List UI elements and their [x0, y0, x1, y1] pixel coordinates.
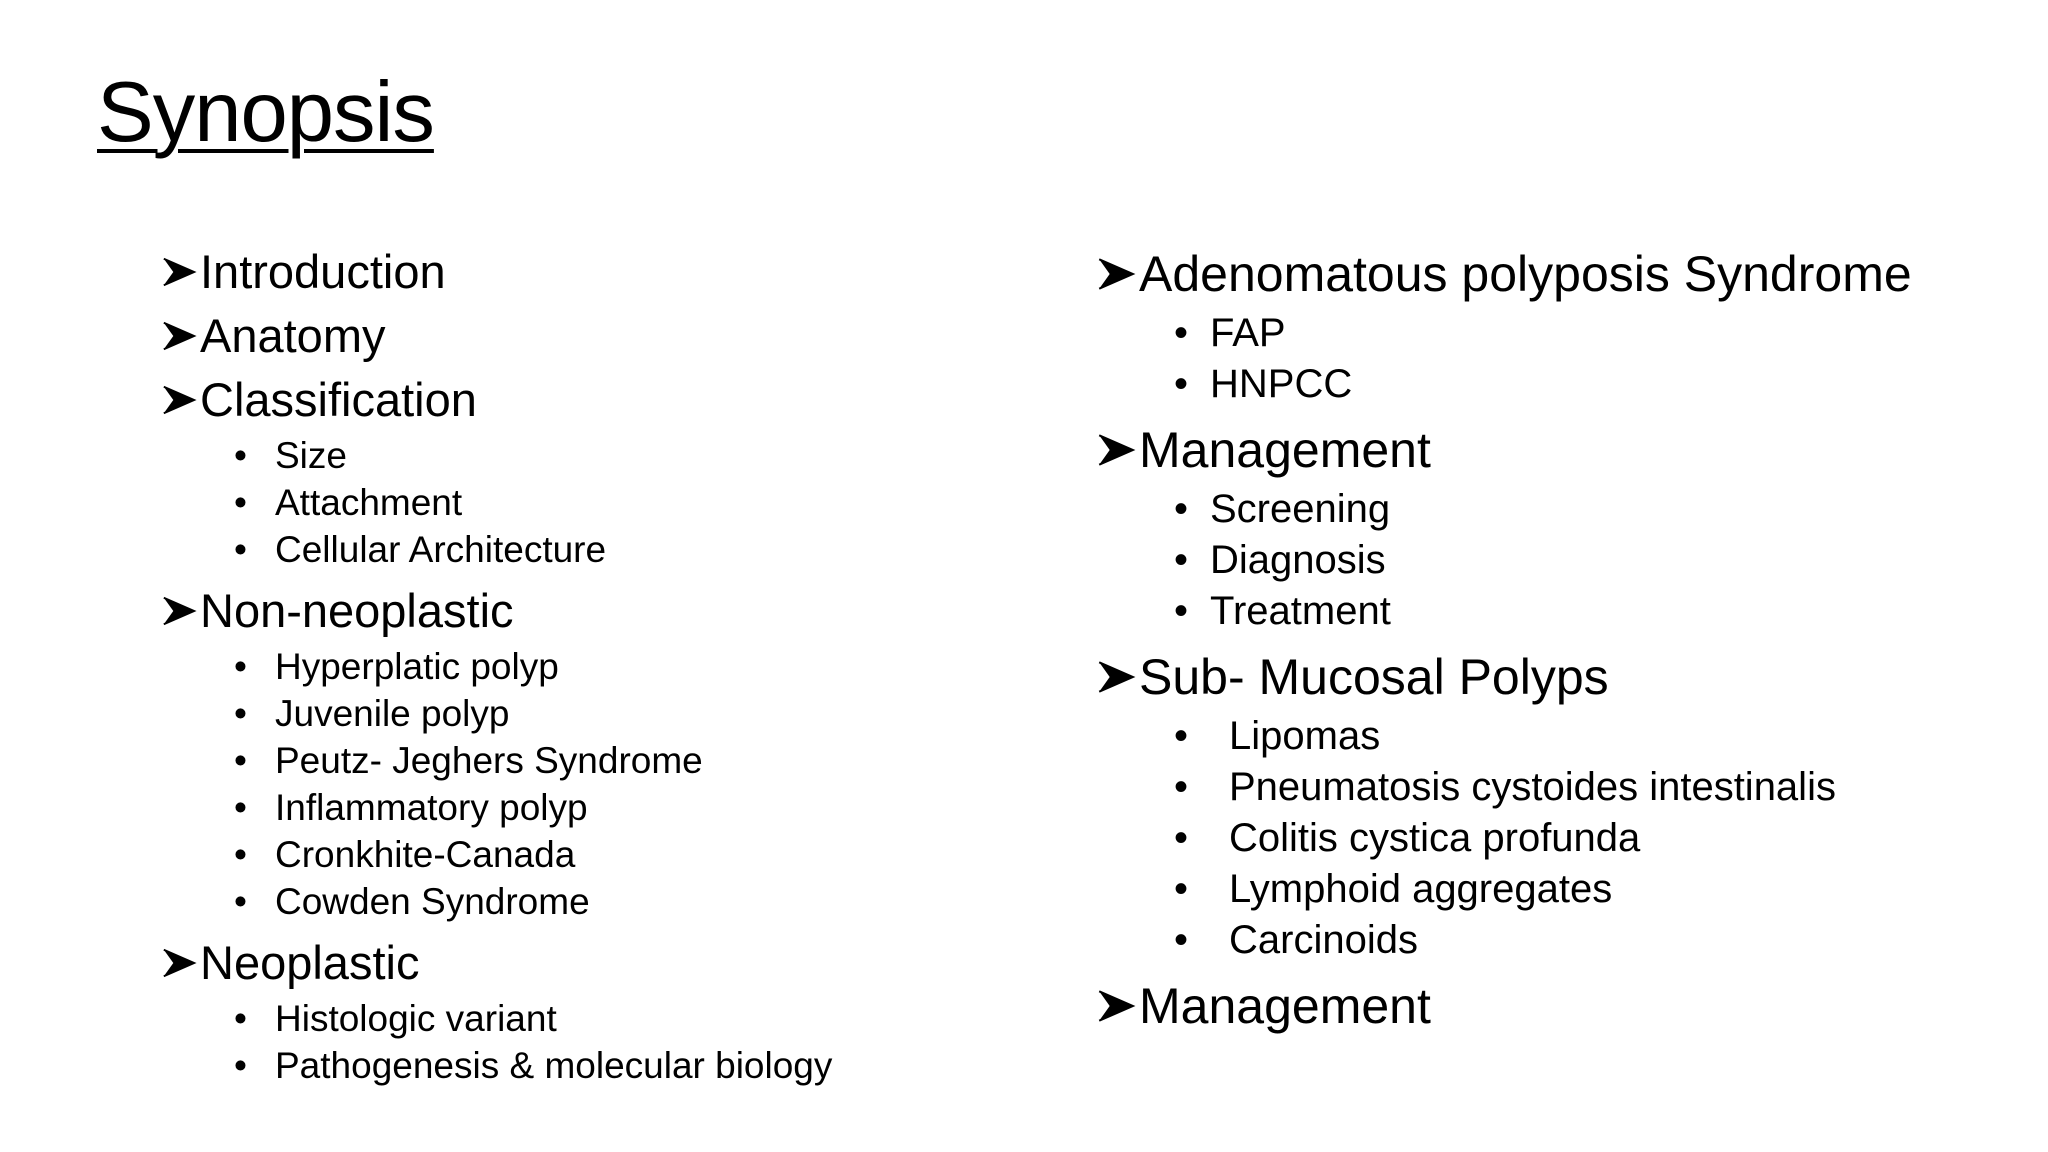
list-item: • Pathogenesis & molecular biology — [234, 1045, 833, 1086]
list-item: • Histologic variant — [234, 998, 557, 1039]
arrow-bullet-icon — [160, 253, 198, 291]
list-item: • Peutz- Jeghers Syndrome — [234, 740, 703, 781]
arrow-bullet-icon — [160, 592, 198, 630]
list-item: • HNPCC — [1174, 362, 1353, 406]
section-non-neoplastic — [160, 579, 832, 925]
arrow-bullet-icon — [160, 944, 198, 982]
left-column — [160, 240, 832, 1095]
slide-title: Synopsis — [97, 65, 434, 160]
list-item: • Inflammatory polyp — [234, 787, 588, 828]
arrow-bullet-icon — [160, 317, 198, 355]
list-item: • Cowden Syndrome — [234, 881, 590, 922]
list-item: • Screening — [1174, 487, 1391, 531]
section-management-final — [1095, 972, 1912, 1040]
section-classification — [160, 368, 832, 573]
list-item: • Cellular Architecture — [234, 529, 607, 570]
sub-list — [1095, 484, 1912, 637]
list-item: • Diagnosis — [1174, 538, 1386, 582]
list-item: • Pneumatosis cystoides intestinalis — [1174, 765, 1836, 809]
sub-list — [1095, 308, 1912, 410]
arrow-bullet-icon — [1095, 429, 1137, 471]
section-heading: Non-neoplastic — [160, 579, 832, 643]
list-item: • FAP — [1174, 311, 1286, 355]
list-item: • Treatment — [1174, 589, 1391, 633]
arrow-bullet-icon — [1095, 656, 1137, 698]
list-item: • Colitis cystica profunda — [1174, 816, 1641, 860]
arrow-bullet-icon — [160, 381, 198, 419]
list-item: • Lipomas — [1174, 714, 1381, 758]
list-item: • Hyperplatic polyp — [234, 646, 559, 687]
list-item: • Juvenile polyp — [234, 693, 510, 734]
section-introduction — [160, 240, 832, 304]
arrow-bullet-icon — [1095, 253, 1137, 295]
section-heading: Anatomy — [160, 304, 832, 368]
section-neoplastic — [160, 931, 832, 1089]
list-item: • Size — [234, 435, 347, 476]
sub-list — [160, 432, 832, 573]
list-item: • Cronkhite-Canada — [234, 834, 576, 875]
sub-list — [160, 643, 832, 925]
section-sub-mucosal-polyps — [1095, 643, 1912, 966]
section-adenomatous-polyposis — [1095, 240, 1912, 410]
section-heading: Adenomatous polyposis Syndrome — [1095, 240, 1912, 308]
sub-list — [160, 995, 832, 1089]
section-heading: Sub- Mucosal Polyps — [1095, 643, 1912, 711]
section-anatomy — [160, 304, 832, 368]
section-heading: Classification — [160, 368, 832, 432]
section-heading: Introduction — [160, 240, 832, 304]
sub-list — [1095, 711, 1912, 966]
list-item: • Attachment — [234, 482, 463, 523]
section-heading: Management — [1095, 416, 1912, 484]
arrow-bullet-icon — [1095, 985, 1137, 1027]
list-item: • Lymphoid aggregates — [1174, 867, 1613, 911]
list-item: • Carcinoids — [1174, 918, 1418, 962]
right-column — [1095, 240, 1912, 1040]
section-management — [1095, 416, 1912, 637]
section-heading: Management — [1095, 972, 1912, 1040]
section-heading: Neoplastic — [160, 931, 832, 995]
